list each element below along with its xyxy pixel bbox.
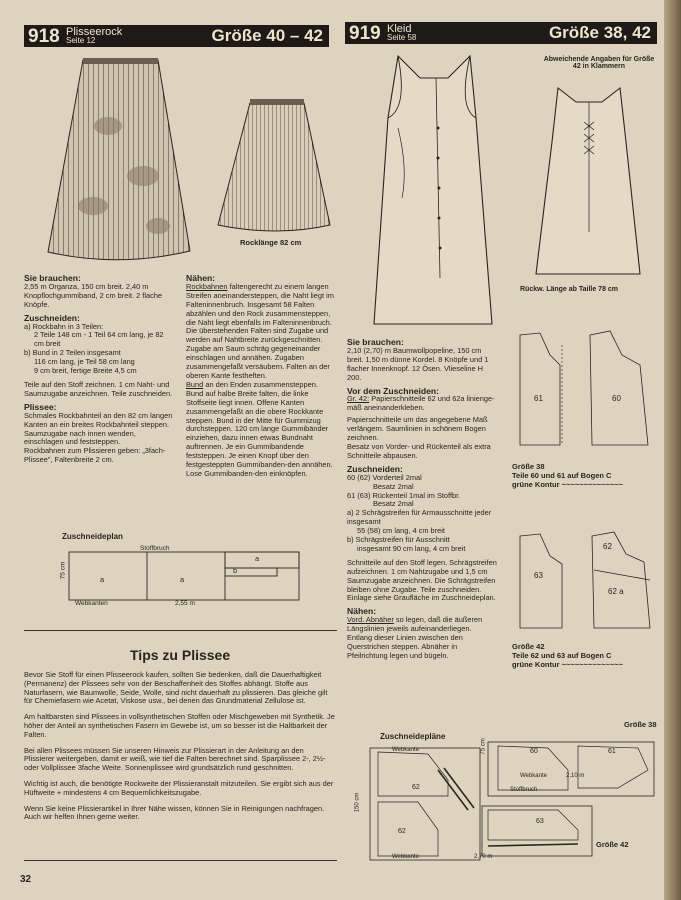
webkante-label: Webkante xyxy=(392,747,419,753)
abweichend-note: Abweichende Angaben für Größe 42 in Klammern xyxy=(543,56,655,70)
underlined-term: Gr. 42: xyxy=(347,394,370,404)
size-label: Größe 38 xyxy=(512,462,545,471)
paragraph: Papierschnitteile um das angegebene Maß verlängern. Saumlinien in schönem Bogen zeichnen. xyxy=(347,415,488,443)
line: a) Rockbahn in 3 Teilen: xyxy=(24,321,104,331)
pattern-title: Plisseerock xyxy=(66,26,123,38)
text: Papierschnitteile 62 und 62a liniengemäß aneinanderkleben. xyxy=(347,394,495,413)
pattern-size: Größe 38, 42 xyxy=(548,23,651,42)
size-label: Größe 42 xyxy=(512,642,545,651)
height-label: 75 cm xyxy=(59,561,67,580)
pattern-page-ref: Seite 12 xyxy=(66,36,96,45)
height-150-label: 150 cm xyxy=(354,792,361,813)
pieces-42-caption xyxy=(512,642,662,669)
text: grüne Kontur xyxy=(512,660,560,669)
line: 116 cm lang, je Teil 58 cm lang xyxy=(34,357,135,367)
line: Besatz 2mal xyxy=(373,499,414,509)
divider xyxy=(24,860,337,861)
paragraph: Schmales Rockbahnteil an den 82 cm langen Kanten an ein breites Rockbahnteil steppen. Saumzugabe nach innen wenden, einschlagen und feststeppen. xyxy=(24,410,173,447)
piece-60-label: 60 xyxy=(612,394,621,403)
skirt-illustration xyxy=(38,56,203,268)
tips-title: Tips zu Plissee xyxy=(130,647,231,663)
pattern-page-ref: Seite 58 xyxy=(387,33,417,42)
cutting-plans-title: Zuschneidepläne xyxy=(380,732,446,741)
pattern-number: 919 xyxy=(349,23,381,44)
kontur-label: grüne Kontur ~~~~~~~~~~~~~~ xyxy=(512,660,623,669)
tip-paragraph: Bei allen Plissees müssen Sie unseren Hinweis zur Plissierart in der Anleitung an den Plissierer weitergeben, damit er weiß, wie tief die Falten berechnet sind. Sparplissee 2-, 2½- oder Vollplissee 3fache Weite. Sonnenplissee wird grundsätzlich rund geschnitten. xyxy=(24,745,326,773)
cutting-plan-title: Zuschneideplan xyxy=(62,532,123,541)
dress-back-illustration xyxy=(528,82,648,282)
text: so legen, daß die äußeren Längslinien jeweils aufeinanderliegen. Entlang dieser Linien zwischen den Querstrichen steppen. Abnäher in Pfeilrichtung legen und bügeln. xyxy=(347,615,483,660)
paragraph: 2,10 (2,70) m Baumwollpopeline, 150 cm breit. 1,50 m dünne Kordel. 8 Knöpfe und 1 flacher Innenknopf. 12 Ösen. Vlieseline H 200. xyxy=(347,345,489,382)
stoffbruch-label: Stoffbruch xyxy=(510,787,538,793)
tip-paragraph: Am haltbarsten sind Plissees in vollsynthetischen Stoffen oder Mischgeweben mit Synthetik. Je höher der Anteil an synthetischen Fasern im Gewebe ist, um so besser ist die Haltbarkeit der Falten. xyxy=(24,712,335,739)
binding-spine xyxy=(664,0,681,900)
cutting-plans-diagram xyxy=(358,740,658,870)
line: 9 cm breit, fertige Breite 4,5 cm xyxy=(34,366,137,376)
text: an den Enden zusammensteppen. Bund auf halbe Breite falten, die linke Stoffseite liegt innen. Offene Kanten zusammengefaßt an die obere Rockkante steppen. Bund in der Mitte für Gummizug durchsteppen. 120 cm lange Gummibänder einziehen, dazu innen etwas Bundnaht auftrennen. Je ein Gummibandende feststeppen. Je einen Knopf über den festgesteppten Gummibanden-den annähen. Lose Gummibanden-den einknöpfen. xyxy=(186,379,333,478)
left-sewing-column xyxy=(186,270,334,479)
paragraph xyxy=(347,616,497,661)
piece-62a-label: 62 a xyxy=(608,587,624,596)
line: insgesamt 90 cm lang, 4 cm breit xyxy=(357,543,466,553)
height-75-label: 75 cm xyxy=(480,738,487,755)
pattern-pieces-38 xyxy=(510,325,658,453)
paragraph: Rockbahnen zum Plissieren geben: „3fach-Plissee", Faltenbreite 2 cm. xyxy=(24,446,166,465)
text: faltengerecht zu einem langen Streifen aneinandersteppen, die Naht liegt im Falteninnenbruch. Insgesamt 58 Falten abzählen und den Rock zusammensteppen, die Naht liegt ebenfalls im Falteninnenbruch. Die überstehenden Falten sind Zugabe und werden auf Nahtbreite zurückgeschnitten. Zugabe am Saum schräg gegeneinander einschlagen und annähen. Zugaben zusammengefaßt versäubern. Falten an der oberen Kante festheften. xyxy=(186,281,334,380)
line: 2 Teile 148 cm - 1 Teil 64 cm lang, je 82 cm breit xyxy=(34,330,164,349)
underlined-term: Bund xyxy=(186,379,204,389)
line: b) Schrägstreifen für Ausschnitt xyxy=(347,535,450,545)
width-label: 2,55 m xyxy=(175,600,195,607)
pattern-918-header xyxy=(24,25,329,47)
pattern-pieces-42 xyxy=(510,528,660,638)
tip-paragraph: Bevor Sie Stoff für einen Plisseerock kaufen, sollten Sie bedenken, daß die Dauerhaftigkeit (Permanenz) der Plissees sehr von der Beschaffenheit des Stoffes abhängt. Stoffe aus Naturfasern, wie Baumwolle, Seide, Wolle, sind nicht dauerhaft zu plissieren. Das gleiche gilt für Chemiefasern wie Acetat, Viskose usw., bei denen das Grundmaterial Zellulose ist. xyxy=(24,670,328,706)
underlined-term: Vord. Abnäher xyxy=(347,615,394,625)
paragraph: Schnitteile auf den Stoff legen. Schrägstreifen aufzeichnen. 1 cm Nahtzugabe und 1,5 cm Saumzugabe anzeichnen. Die Schrägstreifen bleiben ohne Zugabe. Teile zuschneiden. Einlage siehe Graufläche im Zuschneideplan. xyxy=(347,557,497,603)
paragraph xyxy=(186,283,334,381)
kontur-label: grüne Kontur ~~~~~~~~~~~~~~ xyxy=(512,480,623,489)
line: a) 2 Schrägstreifen für Armausschnitte jeder insgesamt xyxy=(347,508,492,527)
webkanten-label: Webkanten xyxy=(75,600,108,607)
plan-piece-61: 61 xyxy=(608,748,616,755)
tip-paragraph: Wenn Sie keine Plissierartikel in Ihrer Nähe wissen, können Sie in Reinigungen nachfragen. Auch wir helfen Ihnen gerne weiter. xyxy=(24,803,325,822)
size-42-label: Größe 42 xyxy=(596,840,629,849)
heading: Plissee: xyxy=(24,401,57,412)
piece-a-label: a xyxy=(180,575,185,584)
paragraph: Teile auf den Stoff zeichnen. 1 cm Naht- und Saumzugabe anzeichnen. Teile zuschneiden. xyxy=(24,379,173,398)
plan-piece-62: 62 xyxy=(398,828,406,835)
left-materials-column xyxy=(24,270,174,465)
right-text-column xyxy=(347,334,497,661)
piece-b-label: b xyxy=(233,566,238,575)
width-42-label: 2,70 m xyxy=(474,854,493,860)
line: 61 (63) Rückenteil 1mal im Stoffbr. xyxy=(347,490,461,500)
page-number: 32 xyxy=(20,874,32,885)
tip-paragraph: Wichtig ist auch, die benötigte Rockweite der Plissieranstalt mitzuteilen. Sie ergibt sich aus der Hüftweite + mindestens 4 cm Bequemlichkeitszugabe. xyxy=(24,778,334,797)
piece-a-label: a xyxy=(255,554,260,563)
tips-text xyxy=(24,671,336,822)
heading: Nähen: xyxy=(186,273,216,283)
heading: Nähen: xyxy=(347,606,377,617)
piece-61-label: 61 xyxy=(534,394,543,403)
heading: Zuschneiden: xyxy=(24,312,80,323)
piece-a-label: a xyxy=(100,575,105,584)
webkanten-label: Webkante xyxy=(520,773,547,779)
webkante-label: Webkante xyxy=(392,854,419,860)
piece-62-label: 62 xyxy=(603,542,612,551)
line: 55 (58) cm lang, 4 cm breit xyxy=(357,526,445,536)
pattern-919-header xyxy=(345,22,657,44)
heading: Zuschneiden: xyxy=(347,463,403,474)
line: 60 (62) Vorderteil 2mal xyxy=(347,472,422,482)
width-38-label: 2,10 m xyxy=(566,773,585,779)
skirt-small-illustration xyxy=(212,95,337,237)
heading: Sie brauchen: xyxy=(347,337,404,347)
piece-63-label: 63 xyxy=(534,571,543,580)
underlined-term: Rockbahnen xyxy=(186,281,228,291)
pattern-title: Kleid xyxy=(387,23,412,35)
heading: Sie brauchen: xyxy=(24,273,81,283)
text: grüne Kontur xyxy=(512,480,560,489)
paragraph: 2,55 m Organza, 150 cm breit. 2,40 m Knopflochgummiband, 2 cm breit. 2 flache Knöpfe. xyxy=(24,281,163,309)
divider xyxy=(24,630,337,631)
bogen-line: Teile 62 und 63 auf Bogen C xyxy=(512,651,612,660)
line: b) Bund in 2 Teilen insgesamt xyxy=(24,348,121,358)
size-38-label: Größe 38 xyxy=(624,720,657,729)
plan-piece-63: 63 xyxy=(536,818,544,825)
paragraph xyxy=(186,381,334,479)
heading: Vor dem Zuschneiden: xyxy=(347,385,439,396)
plan-piece-62: 62 xyxy=(412,784,420,791)
pattern-number: 918 xyxy=(28,26,60,47)
skirt-length-caption: Rocklänge 82 cm xyxy=(240,238,302,247)
line: Besatz 2mal xyxy=(373,481,414,491)
pieces-38-caption xyxy=(512,462,662,489)
bogen-line: Teile 60 und 61 auf Bogen C xyxy=(512,471,612,480)
dress-front-illustration xyxy=(358,48,508,330)
pattern-size: Größe 40 – 42 xyxy=(211,26,323,45)
stoffbruch-label: Stoffbruch xyxy=(140,545,170,552)
plan-piece-60: 60 xyxy=(530,748,538,755)
paragraph xyxy=(347,395,497,413)
paragraph: Besatz von Vorder- und Rückenteil als extra Schnitteile abpausen. xyxy=(347,441,491,460)
back-length-caption: Rückw. Länge ab Taille 78 cm xyxy=(520,286,619,293)
